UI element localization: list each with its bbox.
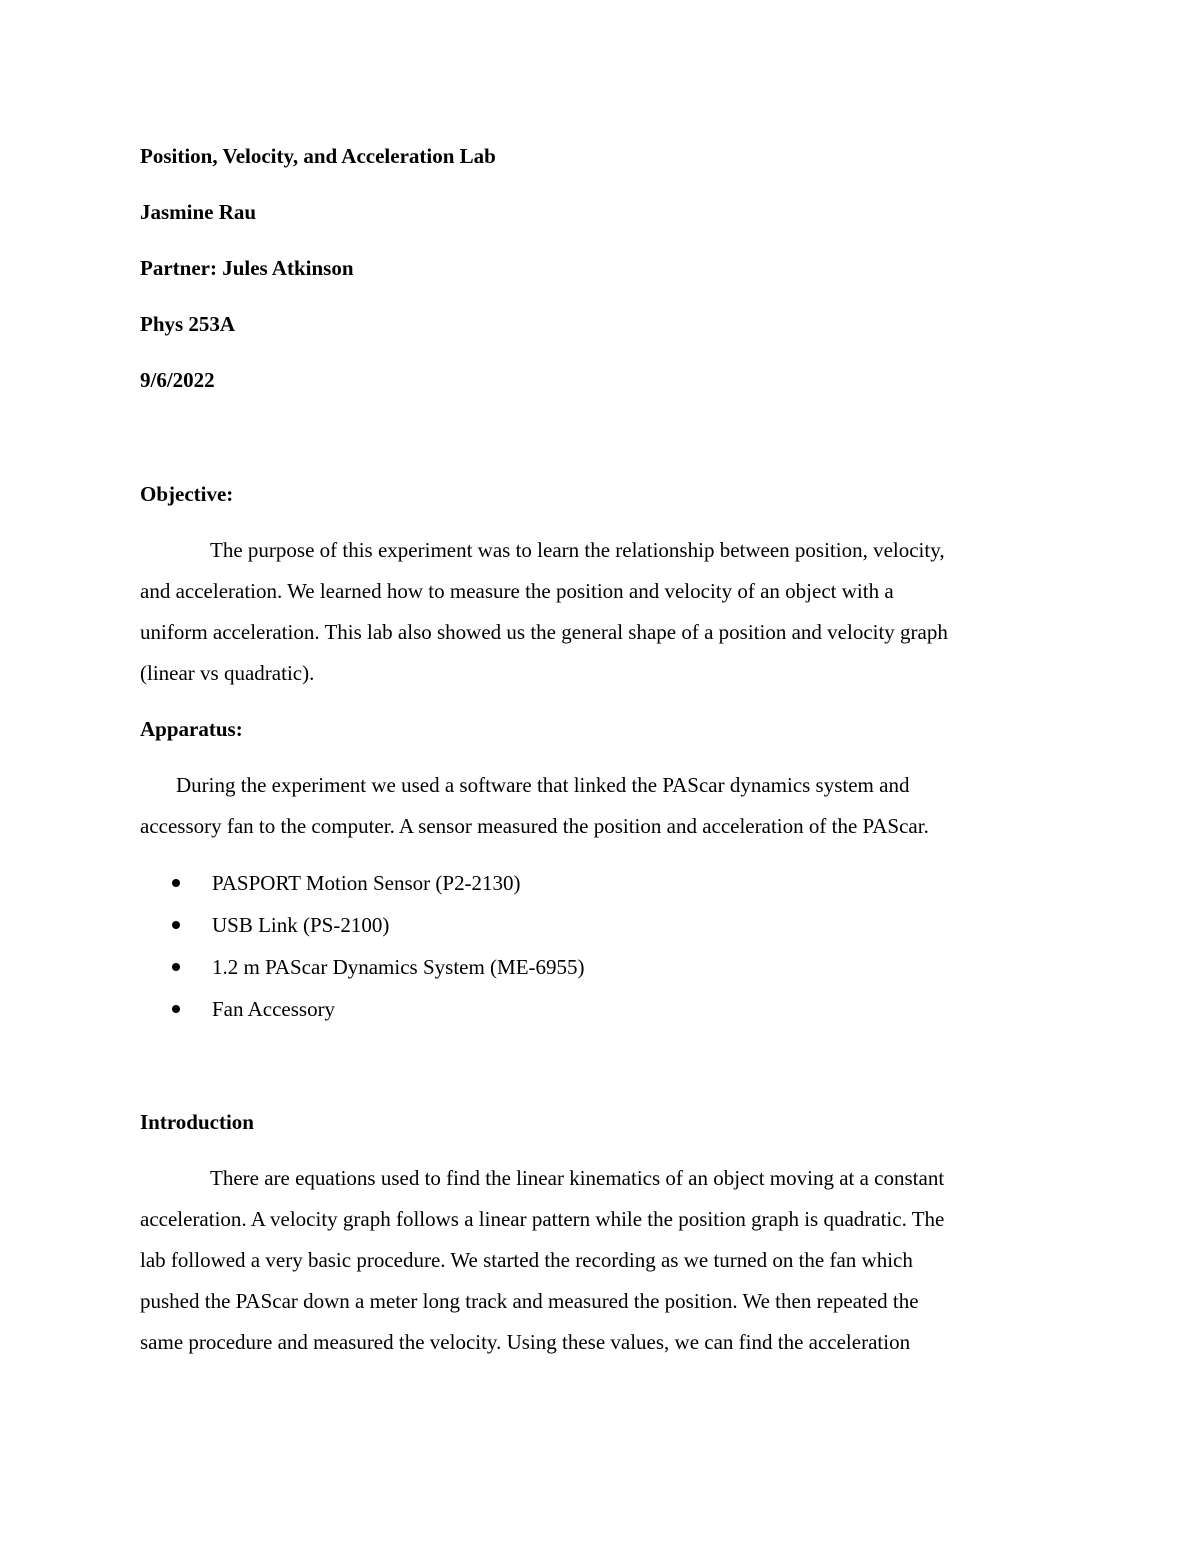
bullet-icon [172,963,180,971]
introduction-line: same procedure and measured the velocity. Using these values, we can find the acceleration [140,1330,911,1354]
apparatus-item-label: USB Link (PS-2100) [212,913,390,937]
course-name: Phys 253A [140,312,236,336]
introduction-heading: Introduction [140,1110,254,1134]
objective-line: The purpose of this experiment was to learn the relationship between position, velocity, [210,538,945,562]
introduction-line: lab followed a very basic procedure. We started the recording as we turned on the fan which [140,1248,913,1272]
introduction-line: There are equations used to find the linear kinematics of an object moving at a constant [210,1166,945,1190]
apparatus-line: During the experiment we used a software that linked the PAScar dynamics system and [176,773,910,797]
document-date: 9/6/2022 [140,368,215,392]
apparatus-heading: Apparatus: [140,717,243,741]
objective-heading: Objective: [140,482,234,506]
partner-name: Partner: Jules Atkinson [140,256,354,280]
author-name: Jasmine Rau [140,200,257,224]
bullet-icon [172,921,180,929]
apparatus-item-label: PASPORT Motion Sensor (P2-2130) [212,871,521,895]
document-title: Position, Velocity, and Acceleration Lab [140,144,496,168]
introduction-line: acceleration. A velocity graph follows a linear pattern while the position graph is quadratic. The [140,1207,945,1231]
bullet-icon [172,1005,180,1013]
objective-line: uniform acceleration. This lab also showed us the general shape of a position and velocity graph [140,620,948,644]
objective-line: and acceleration. We learned how to measure the position and velocity of an object with a [140,579,894,603]
objective-line: (linear vs quadratic). [140,661,315,685]
apparatus-item-label: Fan Accessory [212,997,336,1021]
apparatus-line: accessory fan to the computer. A sensor measured the position and acceleration of the PAScar. [140,814,929,838]
introduction-line: pushed the PAScar down a meter long track and measured the position. We then repeated the [140,1289,919,1313]
bullet-icon [172,879,180,887]
apparatus-item-label: 1.2 m PAScar Dynamics System (ME-6955) [212,955,585,979]
